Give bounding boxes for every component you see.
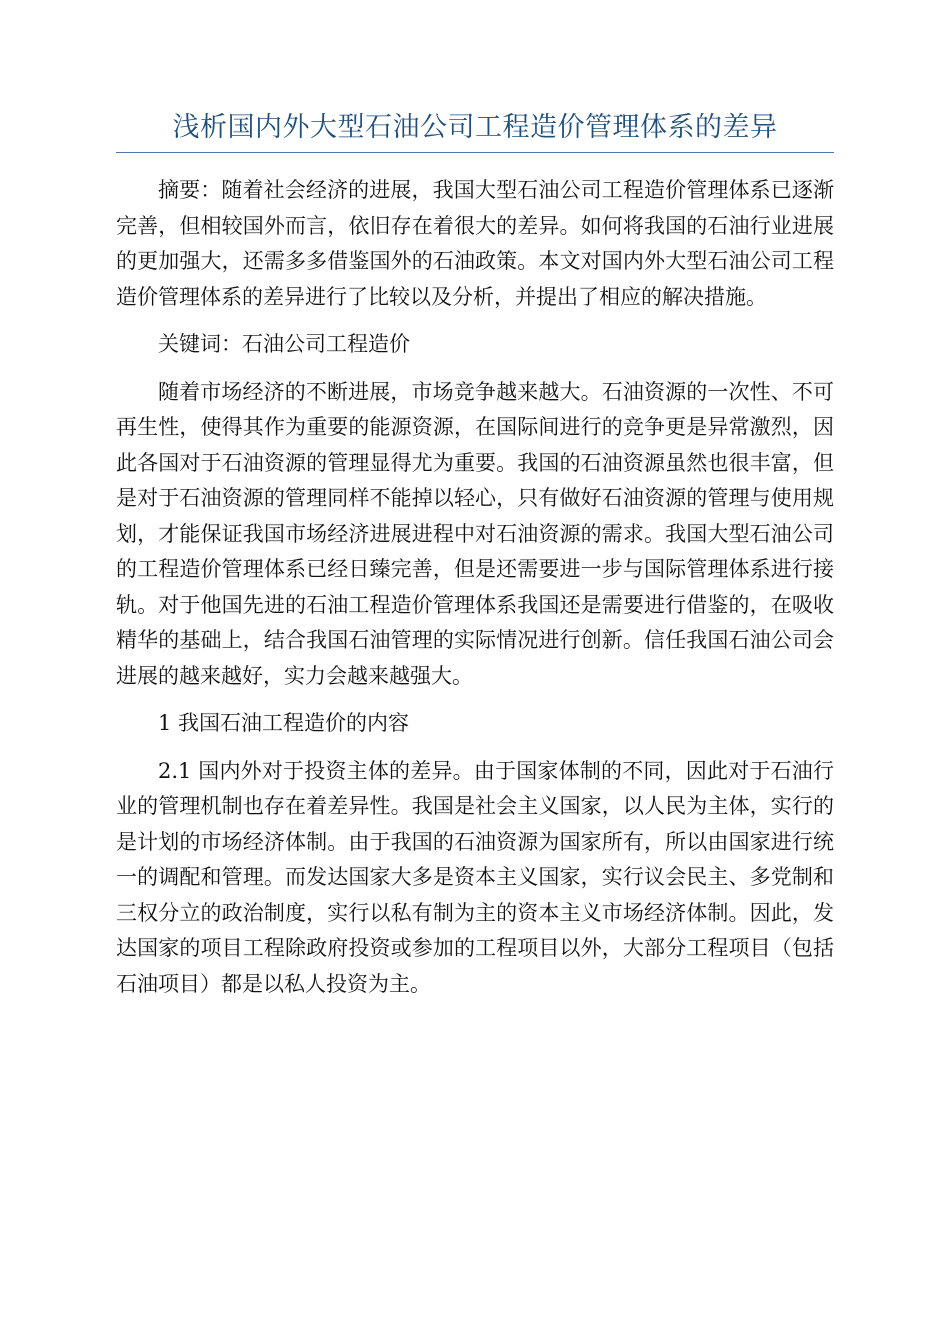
keywords-paragraph: 关键词：石油公司工程造价 xyxy=(158,332,410,356)
section-2-1-paragraph: 2.1 国内外对于投资主体的差异。由于国家体制的不同，因此对于石油行业的管理机制也存在着差异性。我国是社会主义国家，以人民为主体，实行的是计划的市场经济体制。由于我国的石油资源为国家所有，所以由国家进行统一的调配和管理。而发达国家大多是资本主义国家，实行议会民主、多党制和三权分立的政治制度，实行以私有制为主的资本主义市场经济体制。因此，发达国家的项目工程除政府投资或参加的工程项目以外，大部分工程项目（包括石油项目）都是以私人投资为主。 xyxy=(116,758,834,996)
document-title: 浅析国内外大型石油公司工程造价管理体系的差异 xyxy=(116,108,834,153)
document-page xyxy=(116,108,834,1002)
abstract-paragraph: 摘要：随着社会经济的进展，我国大型石油公司工程造价管理体系已逐渐完善，但相较国外而言，依旧存在着很大的差异。如何将我国的石油行业进展的更加强大，还需多多借鉴国外的石油政策。本文对国内外大型石油公司工程造价管理体系的差异进行了比较以及分析，并提出了相应的解决措施。 xyxy=(116,178,834,309)
section-1-heading: 1 我国石油工程造价的内容 xyxy=(158,711,410,735)
intro-paragraph: 随着市场经济的不断进展，市场竞争越来越大。石油资源的一次性、不可再生性，使得其作为重要的能源资源，在国际间进行的竞争更是异常激烈，因此各国对于石油资源的管理显得尤为重要。我国的石油资源虽然也很丰富，但是对于石油资源的管理同样不能掉以轻心，只有做好石油资源的管理与使用规划，才能保证我国市场经济进展进程中对石油资源的需求。我国大型石油公司的工程造价管理体系已经日臻完善，但是还需要进一步与国际管理体系进行接轨。对于他国先进的石油工程造价管理体系我国还是需要进行借鉴的，在吸收精华的基础上，结合我国石油管理的实际情况进行创新。信任我国石油公司会进展的越来越好，实力会越来越强大。 xyxy=(116,379,834,688)
